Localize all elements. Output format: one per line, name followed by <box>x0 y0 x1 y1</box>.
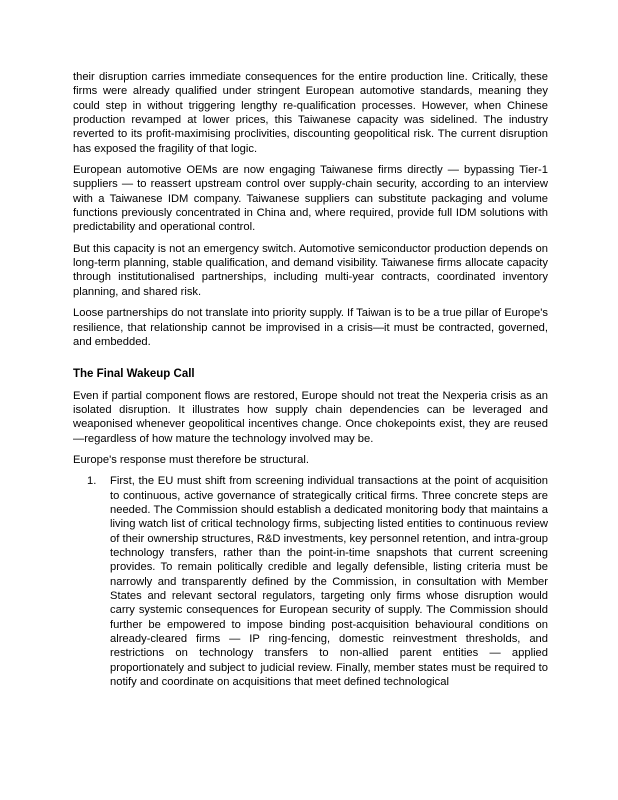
list-item-1 <box>73 474 548 689</box>
numbered-list <box>73 474 548 689</box>
section-paragraph-1: Even if partial component flows are restored, Europe should not treat the Nexperia crisis as an isolated disruption. It illustrates how supply chain dependencies can be leveraged and weaponised whenever geopolitical incentives change. Once chokepoints exist, they are reused—regardless of how mature the technology involved may be. <box>73 389 548 445</box>
body-paragraph-1: their disruption carries immediate consequences for the entire production line. Critically, these firms were already qualified under stringent European automotive standards, meaning they could step in without triggering lengthy re-qualification processes. However, when Chinese production revamped at lower prices, this Taiwanese capacity was sidelined. The industry reverted to its profit-maximising proclivities, discounting geopolitical risk. The current disruption has exposed the fragility of that logic. <box>73 71 548 155</box>
page-content <box>73 70 548 689</box>
list-item-1-text: First, the EU must shift from screening individual transactions at the point of acquisition to continuous, active governance of strategically critical firms. Three concrete steps are needed. The Commission should establish a dedicated monitoring body that maintains a living watch list of critical technology firms, subjecting listed entities to continuous review of their ownership structures, R&D investments, key personnel retention, and intra-group technology transfers, rather than the point-in-time snapshots that current screening provides. To remain politically credible and legally defensible, listing criteria must be narrowly and transparently defined by the Commission, in consultation with Member States and relevant sectoral regulators, targeting only firms whose disruption would carry systemic consequences for European security of supply. The Commission should further be empowered to impose binding post-acquisition behavioural conditions on already-cleared firms — IP ring-fencing, domestic reinvestment thresholds, and restrictions on technology transfers to non-allied parent entities — applied proportionately and subject to judicial review. Finally, member states must be required to notify and coordinate on acquisitions that meet defined technological <box>110 475 548 689</box>
body-paragraph-2: European automotive OEMs are now engaging Taiwanese firms directly — bypassing Tier-1 suppliers — to reassert upstream control over supply-chain security, according to an interview with a Taiwanese IDM company. Taiwanese suppliers can substitute packaging and volume functions previously concentrated in China and, where required, provide full IDM solutions with predictability and operational control. <box>73 164 548 234</box>
section-heading: The Final Wakeup Call <box>73 368 195 381</box>
body-paragraph-3: But this capacity is not an emergency switch. Automotive semiconductor production depends on long-term planning, stable qualification, and demand visibility. Taiwanese firms allocate capacity through institutionalised partnerships, including multi-year contracts, coordinated inventory planning, and shared risk. <box>73 242 548 298</box>
body-paragraph-4: Loose partnerships do not translate into priority supply. If Taiwan is to be a true pillar of Europe's resilience, that relationship cannot be improvised in a crisis—it must be contracted, governed, and embedded. <box>73 307 548 348</box>
list-item-1-number: 1. <box>87 475 97 488</box>
section-paragraph-2: Europe's response must therefore be structural. <box>73 453 309 466</box>
